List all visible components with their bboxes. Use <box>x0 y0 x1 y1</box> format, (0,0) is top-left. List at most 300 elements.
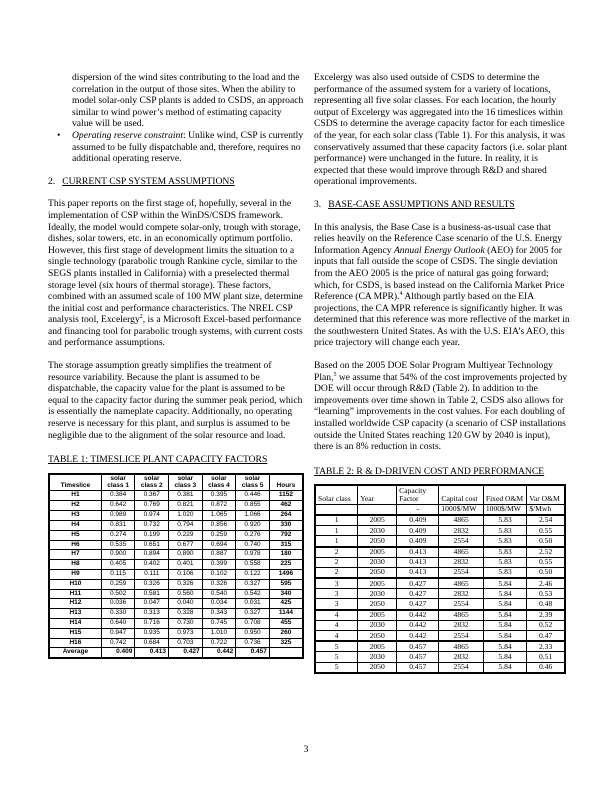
table-row <box>49 599 303 609</box>
table-cell: 0.978 <box>236 550 270 560</box>
table-row <box>49 491 303 501</box>
table-cell: 0.890 <box>169 550 203 560</box>
table-cell: 2030 <box>358 589 397 599</box>
table-cell: 0.855 <box>236 501 270 511</box>
table-cell: 0.740 <box>236 540 270 550</box>
table-cell: 1.065 <box>202 511 236 521</box>
unit-cell <box>315 504 358 515</box>
table-cell: 0.708 <box>236 619 270 629</box>
table-cell: 1.010 <box>202 628 236 638</box>
table-cell: 0.694 <box>202 540 236 550</box>
unit-cell <box>358 504 397 515</box>
table-cell: 0.540 <box>202 589 236 599</box>
table-cell: 0.46 <box>527 662 565 673</box>
table-cell: 5 <box>315 662 358 673</box>
table-cell: 0.409 <box>397 526 439 536</box>
table-cell: 0.560 <box>169 589 203 599</box>
table-cell: 0.401 <box>169 560 203 570</box>
table-cell: 225 <box>269 560 303 570</box>
table-cell: H1 <box>49 491 101 501</box>
unit-cell: $/Mwh <box>527 504 565 515</box>
table-cell: 5.84 <box>483 652 526 662</box>
table-cell: 4 <box>315 610 358 621</box>
table-cell: 3 <box>315 589 358 599</box>
table-cell: 0.427 <box>397 589 439 599</box>
table-row <box>315 567 565 578</box>
table-cell: 4865 <box>439 641 483 652</box>
table-cell: 325 <box>269 638 303 648</box>
table-cell: 0.427 <box>169 648 203 658</box>
table2-body <box>315 515 565 673</box>
table-cell: 180 <box>269 550 303 560</box>
col-header-hours: Hours <box>269 474 303 491</box>
table-cell: 0.920 <box>236 520 270 530</box>
table-row <box>49 579 303 589</box>
table-row <box>315 662 565 673</box>
table-cell: 0.502 <box>101 589 135 599</box>
table-cell: 4865 <box>439 547 483 558</box>
table-cell: 0.442 <box>397 620 439 630</box>
table-cell: 0.106 <box>169 569 203 579</box>
table-cell: H9 <box>49 569 101 579</box>
table-cell: 2005 <box>358 547 397 558</box>
table-cell: 0.031 <box>236 599 270 609</box>
table-cell: 0.745 <box>202 619 236 629</box>
bullet-item-text <box>72 72 303 129</box>
table-cell: 0.122 <box>236 569 270 579</box>
text-segment: 5 <box>333 371 337 378</box>
table-cell: 0.53 <box>527 589 565 599</box>
table-cell: 0.259 <box>202 530 236 540</box>
table-cell: 0.894 <box>135 550 169 560</box>
table-row <box>315 547 565 558</box>
table-cell: 5.83 <box>483 526 526 536</box>
table-cell: 0.794 <box>169 520 203 530</box>
table-cell: 0.367 <box>135 491 169 501</box>
table-cell: 2832 <box>439 557 483 567</box>
col-header-solar-class-5: solar class 5 <box>236 474 270 491</box>
table2-title: TABLE 2: R & D-DRIVEN COST AND PERFORMANCE <box>314 465 545 477</box>
table-cell: 0.831 <box>101 520 135 530</box>
table-cell: 595 <box>269 579 303 589</box>
table-cell: H13 <box>49 609 101 619</box>
text-segment: In this analysis, the Base Case is a business-as-usual case that relies heavily on the Reference Case scenario of the U.S. Energy Information Agency <box>314 221 563 256</box>
table-cell: 1 <box>315 515 358 526</box>
table-cell: H14 <box>49 619 101 629</box>
table-cell: 330 <box>269 520 303 530</box>
table-cell: 0.558 <box>236 560 270 570</box>
table-cell: 0.947 <box>101 628 135 638</box>
table-cell: 2005 <box>358 515 397 526</box>
table-cell: 0.989 <box>101 511 135 521</box>
bullet-icon: • <box>57 129 61 141</box>
table-cell: 2050 <box>358 599 397 610</box>
table-cell: 2050 <box>358 567 397 578</box>
table-cell: H4 <box>49 520 101 530</box>
table-cell: 0.384 <box>101 491 135 501</box>
section-heading-2 <box>48 176 304 188</box>
table-cell: 5.84 <box>483 641 526 652</box>
table-cell: 2554 <box>439 536 483 547</box>
unit-cell: - <box>397 504 439 515</box>
table-row <box>49 540 303 550</box>
table-cell: 0.50 <box>527 536 565 547</box>
table-row <box>315 515 565 526</box>
col-header-var-om: Var O&M <box>527 485 565 504</box>
table-row <box>315 536 565 547</box>
table-cell: 2.54 <box>527 515 565 526</box>
table-cell: H7 <box>49 550 101 560</box>
table-cell: H15 <box>49 628 101 638</box>
table-cell: 1496 <box>269 569 303 579</box>
table-cell: 0.872 <box>202 501 236 511</box>
table-row <box>49 619 303 629</box>
table-cell: 0.887 <box>202 550 236 560</box>
table-cell: 2050 <box>358 662 397 673</box>
table-cell: 5.84 <box>483 578 526 589</box>
table-cell: 0.722 <box>202 638 236 648</box>
table-cell: 0.405 <box>101 560 135 570</box>
col-header-fixed-om: Fixed O&M <box>483 485 526 504</box>
table-cell: 2832 <box>439 526 483 536</box>
text-segment: 2 <box>139 314 143 321</box>
table-row <box>49 609 303 619</box>
table-cell: 2554 <box>439 567 483 578</box>
table-cell: 0.276 <box>236 530 270 540</box>
table1-header <box>49 474 303 491</box>
table-row <box>315 631 565 642</box>
text-segment: Based on the 2005 DOE Solar Program Multiyear Technology Plan, <box>314 360 553 383</box>
unit-cell: 1000$/MW <box>439 504 483 515</box>
col-header-timeslice: Timeslice <box>49 474 101 491</box>
paragraph <box>48 360 304 441</box>
text-segment: This paper reports on the first stage of, hopefully, several in the implementation of CSP within the WinDS/CSDS framework. Ideally, the model would compete solar-only, trough with storage, dishes, solar towers, etc. in an economically optimum portfolio. However, this first stage of development limits the situation to a single technology (parabolic trough Rankine cycle, similar to the SEGS plants installed in California) with a preselected thermal storage level (six hours of thermal storage). These factors, combined with an assumed scale of 100 MW plant size, determine the initial cost and performance characteristics. The NREL CSP analysis tool, Excelergy <box>48 198 303 326</box>
table-header-row <box>315 485 565 504</box>
table-cell: 0.736 <box>236 638 270 648</box>
table-header-row <box>49 474 303 491</box>
table-cell: 5.83 <box>483 557 526 567</box>
table1-title: TABLE 1: TIMESLICE PLANT CAPACITY FACTORS <box>48 454 268 466</box>
table-cell: 264 <box>269 511 303 521</box>
section-number: 3. <box>314 198 322 210</box>
table-cell: 0.229 <box>169 530 203 540</box>
table-cell: 2554 <box>439 599 483 610</box>
table-cell: 0.935 <box>135 628 169 638</box>
table-cell: 5.84 <box>483 620 526 630</box>
table-cell: 0.427 <box>397 578 439 589</box>
table-cell: 0.442 <box>397 631 439 642</box>
text-segment: , is a Microsoft Excel-based performance and financing tool for parabolic trough systems, with current costs and performance assumptions. <box>48 314 303 349</box>
table-cell: 2554 <box>439 662 483 673</box>
table2-header <box>315 485 565 515</box>
table-cell: 0.259 <box>101 579 135 589</box>
col-header-solar-class: Solar class <box>315 485 358 504</box>
table-cell: 462 <box>269 501 303 511</box>
section-heading-3 <box>314 199 570 211</box>
table-cell: 2554 <box>439 631 483 642</box>
table-timeslice-capacity-factors <box>48 473 304 659</box>
table-cell: 0.684 <box>135 638 169 648</box>
col-header-solar-class-3: solar class 3 <box>169 474 203 491</box>
table-cell: 0.330 <box>101 609 135 619</box>
table-cell: 0.642 <box>101 501 135 511</box>
table-row <box>315 641 565 652</box>
table-row <box>315 610 565 621</box>
table-cell: 315 <box>269 540 303 550</box>
table-cell: 0.47 <box>527 631 565 642</box>
table-row <box>315 599 565 610</box>
table-cell: 5.83 <box>483 536 526 547</box>
table-row <box>315 526 565 536</box>
table-cell: 0.111 <box>135 569 169 579</box>
table-cell: 0.821 <box>169 501 203 511</box>
table-cell: 5.84 <box>483 610 526 621</box>
text-segment: dispersion of the wind sites contributing to the load and the correlation in the output of those sites. When the ability to model solar-only CSP plants is added to CSDS, an approach similar to wind power’s method of estimating capacity value will be used. <box>72 72 304 130</box>
table-cell: H3 <box>49 511 101 521</box>
table-cell: 0.55 <box>527 526 565 536</box>
text-segment: Operating reserve constraint <box>72 129 184 141</box>
table-cell: 0.442 <box>202 648 236 658</box>
table-row <box>49 520 303 530</box>
table-cell: 1.020 <box>169 511 203 521</box>
table-cell: H10 <box>49 579 101 589</box>
table-cell: 0.51 <box>527 652 565 662</box>
table-cell: 0.034 <box>202 599 236 609</box>
table-cell: 2832 <box>439 620 483 630</box>
table-cell: 2030 <box>358 526 397 536</box>
table-cell: 0.55 <box>527 557 565 567</box>
table-cell: 2.39 <box>527 610 565 621</box>
table-cell: 1152 <box>269 491 303 501</box>
table-cell: 0.900 <box>101 550 135 560</box>
table-cell <box>269 648 303 658</box>
table-cell: 4 <box>315 620 358 630</box>
text-segment: Although partly based on the EIA projections, the CA MPR reference is significantly higher. It was determined that this reference was more reflective of the market in the southwestern United States. As with the U.S. EIA’s AEO, this price trajectory will change each year. <box>314 291 570 349</box>
table-cell: 0.457 <box>236 648 270 658</box>
bullet-item-operating-reserve <box>48 130 304 165</box>
table-cell: 4 <box>315 631 358 642</box>
table-cell: 0.199 <box>135 530 169 540</box>
table-row <box>315 620 565 630</box>
table-cell: 0.115 <box>101 569 135 579</box>
table-cell: 0.102 <box>202 569 236 579</box>
section-title: CURRENT CSP SYSTEM ASSUMPTIONS <box>62 175 235 187</box>
table-cell: 0.036 <box>101 599 135 609</box>
table-cell: 0.326 <box>135 579 169 589</box>
table-cell: H2 <box>49 501 101 511</box>
table-cell: H8 <box>49 560 101 570</box>
table-row <box>49 648 303 658</box>
page-number: 3 <box>303 744 309 755</box>
table-cell: 0.48 <box>527 599 565 610</box>
text-segment: we assume that 54% of the cost improvements projected by DOE will occur through R&D (Table 2). In addition to the improvements over time shown in Table 2, CSDS also allows for “learning” improvements in the cost values. For each doubling of installed worldwide CSP capacity (a scenario of CSP installations outside the United States reaching 120 GW by 2040 is input), there is an 8% reduction in costs. <box>314 371 568 453</box>
table-cell: H12 <box>49 599 101 609</box>
paragraph <box>314 222 570 350</box>
table-cell: 425 <box>269 599 303 609</box>
table-cell: 0.328 <box>169 609 203 619</box>
text-segment: 4 <box>399 290 403 297</box>
table-row <box>49 560 303 570</box>
table-cell: 2005 <box>358 641 397 652</box>
table-cell: 0.703 <box>169 638 203 648</box>
table-cell: 2030 <box>358 620 397 630</box>
table-cell: 455 <box>269 619 303 629</box>
text-segment: Annual Energy Outlook <box>393 244 485 256</box>
table-row <box>49 638 303 648</box>
table-cell: 0.732 <box>135 520 169 530</box>
table-cell: 1 <box>315 526 358 536</box>
col-header-year: Year <box>358 485 397 504</box>
table-cell: 3 <box>315 578 358 589</box>
table-cell: 0.973 <box>169 628 203 638</box>
table-cell: 1.066 <box>236 511 270 521</box>
table-cell: 0.040 <box>169 599 203 609</box>
table-row <box>49 569 303 579</box>
table-cell: 0.716 <box>135 619 169 629</box>
table-rd-cost-performance <box>314 484 566 673</box>
text-segment: The storage assumption greatly simplifies the treatment of resource variability. Because the plant is assumed to be dispatchable, the capacity value for the plant is assumed to be equal to the capacity factor during the summer peak period, which is essentially the nameplate capacity. Additionally, no operating reserve is necessary for this plant, and surplus is assumed to be negligible due to the alignment of the solar resource and load. <box>48 360 303 441</box>
table-cell: 2 <box>315 547 358 558</box>
table-cell: 0.856 <box>202 520 236 530</box>
table-cell: 1144 <box>269 609 303 619</box>
table-cell: 0.730 <box>169 619 203 629</box>
table-cell: 0.542 <box>236 589 270 599</box>
bullet-list <box>48 72 304 165</box>
table-cell: 0.427 <box>397 599 439 610</box>
table-row <box>49 501 303 511</box>
table-cell: H16 <box>49 638 101 648</box>
table-cell: 0.535 <box>101 540 135 550</box>
table-cell: 0.381 <box>169 491 203 501</box>
table-row <box>315 589 565 599</box>
table-cell: H5 <box>49 530 101 540</box>
table-cell: 5.84 <box>483 662 526 673</box>
table-cell: 2.46 <box>527 578 565 589</box>
two-column-layout <box>48 72 570 674</box>
table-cell: 0.327 <box>236 579 270 589</box>
table-cell: 4865 <box>439 610 483 621</box>
left-column <box>48 72 304 674</box>
table-cell: 0.950 <box>236 628 270 638</box>
table-cell: 0.446 <box>236 491 270 501</box>
table-cell: 2 <box>315 567 358 578</box>
table-cell: 5.84 <box>483 631 526 642</box>
table-cell: 5 <box>315 641 358 652</box>
table-cell: 2.52 <box>527 547 565 558</box>
table-cell: 0.343 <box>202 609 236 619</box>
table-cell: H6 <box>49 540 101 550</box>
table-cell: H11 <box>49 589 101 599</box>
table-cell: 0.974 <box>135 511 169 521</box>
table-cell: 0.399 <box>202 560 236 570</box>
table-cell: 0.413 <box>397 567 439 578</box>
table-cell: 2030 <box>358 557 397 567</box>
table-cell: 5 <box>315 652 358 662</box>
table-cell: 0.409 <box>397 536 439 547</box>
bullet-item-text <box>72 130 303 164</box>
table-row <box>315 557 565 567</box>
col-header-solar-class-2: solar class 2 <box>135 474 169 491</box>
table-cell: 0.640 <box>101 619 135 629</box>
table-cell: 792 <box>269 530 303 540</box>
table-cell: 260 <box>269 628 303 638</box>
table-cell: 0.581 <box>135 589 169 599</box>
table-cell: 5.83 <box>483 515 526 526</box>
table-units-row <box>315 504 565 515</box>
section-title: BASE-CASE ASSUMPTIONS AND RESULTS <box>328 198 515 210</box>
table-cell: 0.677 <box>169 540 203 550</box>
paragraph <box>314 360 570 453</box>
table-cell: 0.313 <box>135 609 169 619</box>
table-cell: 0.409 <box>101 648 135 658</box>
table-cell: 5.83 <box>483 567 526 578</box>
table-cell: 0.409 <box>397 515 439 526</box>
table-row <box>49 589 303 599</box>
text-segment: : Unlike wind, CSP is currently assumed to be fully dispatchable and, therefore, requires no additional operating reserve. <box>72 129 304 165</box>
table-cell: 0.327 <box>236 609 270 619</box>
table-cell: 0.52 <box>527 620 565 630</box>
table-cell: 2832 <box>439 589 483 599</box>
table-cell: 0.50 <box>527 567 565 578</box>
table-cell: Average <box>49 648 101 658</box>
table-cell: 2050 <box>358 631 397 642</box>
table-cell: 0.413 <box>397 557 439 567</box>
table-cell: 0.047 <box>135 599 169 609</box>
table-cell: 0.457 <box>397 641 439 652</box>
table-row <box>49 511 303 521</box>
section-number: 2. <box>48 175 56 187</box>
table-row <box>49 530 303 540</box>
col-header-solar-class-4: solar class 4 <box>202 474 236 491</box>
paragraph <box>48 198 304 349</box>
table-cell: 0.395 <box>202 491 236 501</box>
table-cell: 1 <box>315 536 358 547</box>
table-row <box>315 578 565 589</box>
table-cell: 0.457 <box>397 652 439 662</box>
table-cell: 340 <box>269 589 303 599</box>
table-cell: 0.402 <box>135 560 169 570</box>
table-cell: 2005 <box>358 578 397 589</box>
bullet-item-continuation <box>48 72 304 130</box>
text-segment: Excelergy was also used outside of CSDS to determine the performance of the assumed system for a variety of locations, representing all five solar classes. For each location, the hourly output of Excelergy was aggregated into the 16 timeslices within CSDS to determine the average capacity factor for each timeslice of the year, for each solar class (Table 1). For this analysis, it was conservatively assumed that these capacity factors (i.e. solar plant performance) were unchanged in the future. In reality, it is expected that these would improve through R&D and shared operational improvements. <box>314 72 568 188</box>
table-cell: 4865 <box>439 515 483 526</box>
table-row <box>49 628 303 638</box>
table1-body <box>49 491 303 658</box>
table-cell: 0.457 <box>397 662 439 673</box>
table-cell: 0.326 <box>169 579 203 589</box>
col-header-solar-class-1: solar class 1 <box>101 474 135 491</box>
table-cell: 5.84 <box>483 599 526 610</box>
paragraph <box>314 72 570 188</box>
table-cell: 2050 <box>358 536 397 547</box>
table-cell: 2.33 <box>527 641 565 652</box>
table-cell: 2005 <box>358 610 397 621</box>
table-cell: 4865 <box>439 578 483 589</box>
table-cell: 0.413 <box>397 547 439 558</box>
table-cell: 0.442 <box>397 610 439 621</box>
table-cell: 3 <box>315 599 358 610</box>
table-cell: 2832 <box>439 652 483 662</box>
table-cell: 0.274 <box>101 530 135 540</box>
table-cell: 5.84 <box>483 589 526 599</box>
table-cell: 0.651 <box>135 540 169 550</box>
right-column <box>314 72 570 674</box>
unit-cell: 1000$/MW <box>483 504 526 515</box>
table-cell: 0.769 <box>135 501 169 511</box>
table-cell: 5.83 <box>483 547 526 558</box>
table-cell: 0.742 <box>101 638 135 648</box>
table-row <box>315 652 565 662</box>
